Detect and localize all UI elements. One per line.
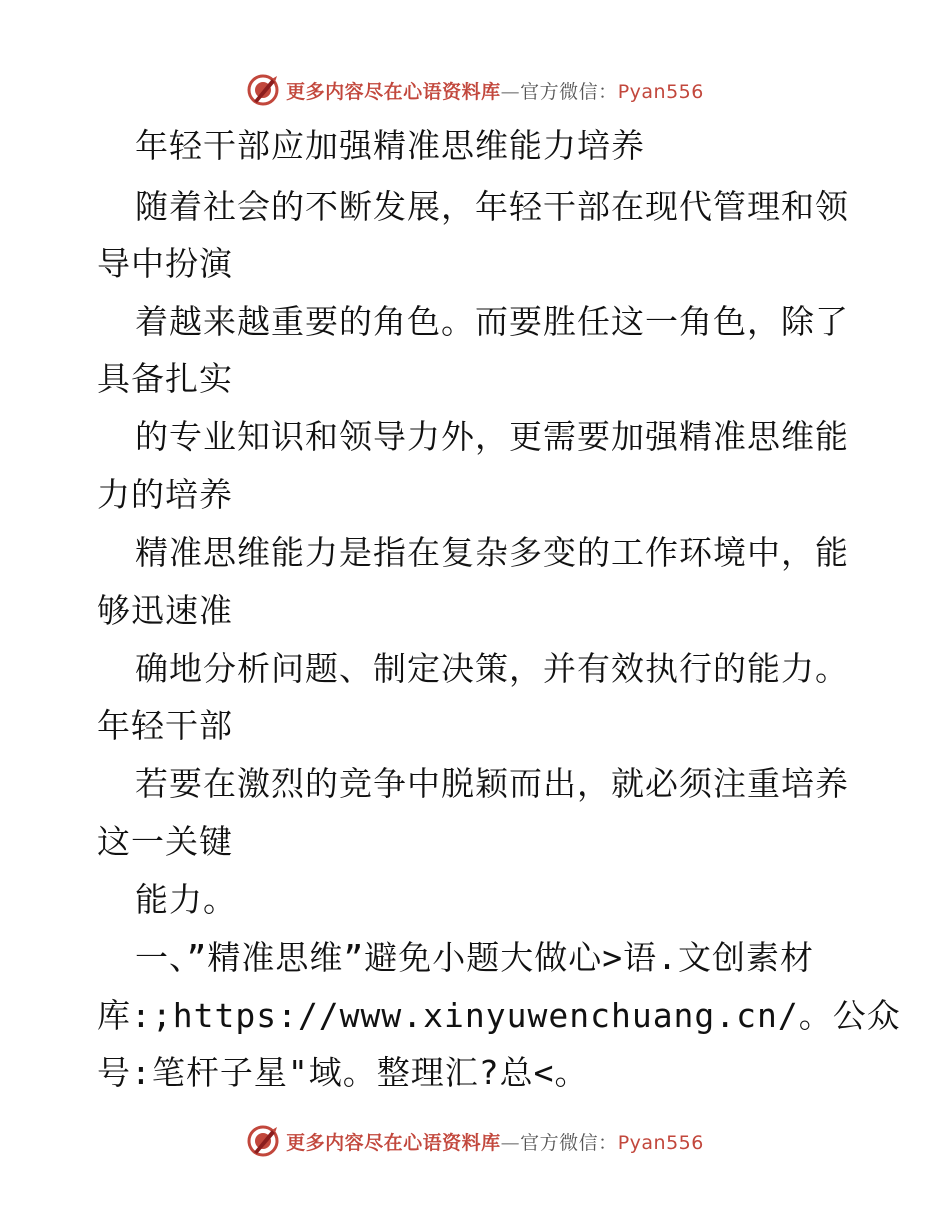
paragraph-line: 力的培养 xyxy=(97,475,233,514)
watermark-wechat-label: 官方微信： xyxy=(520,1131,618,1154)
watermark-separator: — xyxy=(500,80,521,103)
watermark-wechat-label: 官方微信： xyxy=(520,80,618,103)
paragraph-line: 号:笔杆子星"域。整理汇?总<。 xyxy=(97,1053,589,1092)
watermark-wechat-id: Pyan556 xyxy=(617,1131,704,1154)
paragraph-line: 导中扮演 xyxy=(97,244,233,283)
paragraph-line: 这一关键 xyxy=(97,822,233,861)
paragraph-line: 随着社会的不断发展，年轻干部在现代管理和领 xyxy=(135,187,849,226)
paragraph-line: 库:;https://www.xinyuwenchuang.cn/。公众 xyxy=(97,996,901,1035)
watermark-brand: 更多内容尽在心语资料库 xyxy=(286,1131,501,1154)
watermark-separator: — xyxy=(500,1131,521,1154)
paragraph-line: 精准思维能力是指在复杂多变的工作环境中，能 xyxy=(135,533,849,572)
watermark-brand: 更多内容尽在心语资料库 xyxy=(286,80,501,103)
document-title: 年轻干部应加强精准思维能力培养 xyxy=(135,126,645,165)
paragraph-line: 着越来越重要的角色。而要胜任这一角色，除了 xyxy=(135,302,849,341)
paragraph-line: 年轻干部 xyxy=(97,706,233,745)
paragraph-line: 确地分析问题、制定决策，并有效执行的能力。 xyxy=(135,649,849,688)
paragraph-line: 若要在激烈的竞争中脱颖而出，就必须注重培养 xyxy=(135,764,849,803)
paragraph-line: 具备扎实 xyxy=(97,359,233,398)
section-heading: 一、”精准思维”避免小题大做心>语.文创素材 xyxy=(135,938,814,977)
paragraph-line: 的专业知识和领导力外，更需要加强精准思维能 xyxy=(135,417,849,456)
footer-watermark xyxy=(0,1123,950,1159)
watermark-text xyxy=(286,1128,704,1155)
watermark-wechat-id: Pyan556 xyxy=(617,80,704,103)
paragraph-line: 能力。 xyxy=(135,880,237,919)
quill-pen-circle-icon xyxy=(246,1124,280,1158)
paragraph-line: 够迅速准 xyxy=(97,591,233,630)
